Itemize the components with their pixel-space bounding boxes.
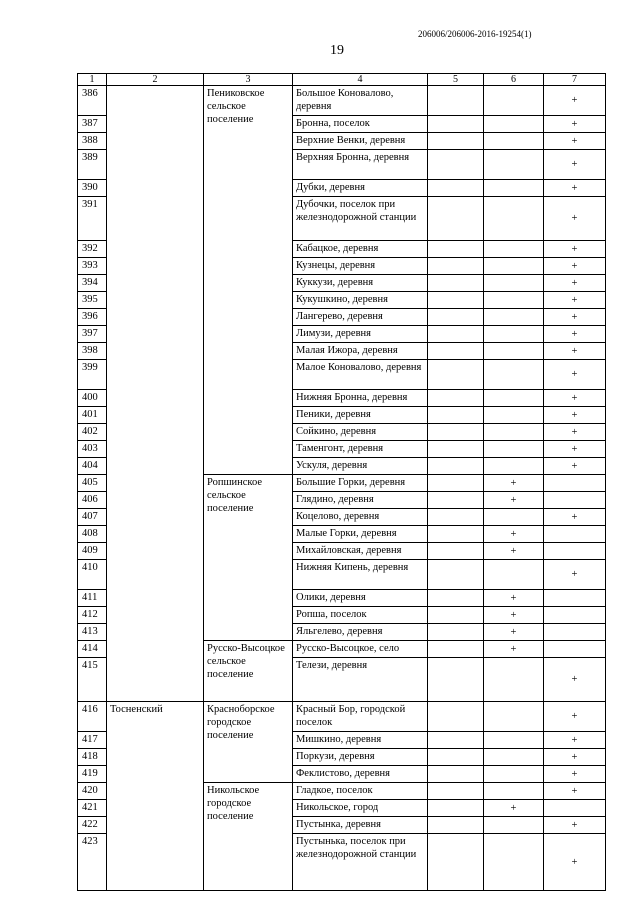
col5-cell — [428, 241, 484, 258]
row-number: 410 — [78, 560, 107, 590]
col7-mark: + — [544, 116, 606, 133]
page-number: 19 — [330, 43, 344, 58]
col6-mark: + — [484, 607, 544, 624]
row-number: 401 — [78, 407, 107, 424]
col5-cell — [428, 800, 484, 817]
col7-mark: + — [544, 458, 606, 475]
col7-mark: + — [544, 732, 606, 749]
place-name: Кабацкое, деревня — [293, 241, 428, 258]
col5-cell — [428, 424, 484, 441]
col6-mark — [484, 197, 544, 241]
col6-mark — [484, 343, 544, 360]
row-number: 399 — [78, 360, 107, 390]
col6-mark — [484, 441, 544, 458]
place-name: Никольское, город — [293, 800, 428, 817]
col5-cell — [428, 834, 484, 891]
col5-cell — [428, 526, 484, 543]
col7-mark: + — [544, 86, 606, 116]
col7-mark — [544, 624, 606, 641]
place-name: Михайловская, деревня — [293, 543, 428, 560]
col5-cell — [428, 180, 484, 197]
settlement-cell: Никольское городское поселение — [204, 783, 293, 891]
document-id: 206006/206006-2016-19254(1) — [418, 29, 532, 39]
col5-cell — [428, 150, 484, 180]
place-name: Верхняя Бронна, деревня — [293, 150, 428, 180]
place-name: Малая Ижора, деревня — [293, 343, 428, 360]
col6-mark — [484, 766, 544, 783]
col7-mark: + — [544, 133, 606, 150]
col7-mark: + — [544, 150, 606, 180]
place-name: Мишкино, деревня — [293, 732, 428, 749]
col6-mark: + — [484, 526, 544, 543]
place-name: Верхние Венки, деревня — [293, 133, 428, 150]
column-header: 4 — [293, 74, 428, 86]
col7-mark — [544, 590, 606, 607]
col7-mark: + — [544, 749, 606, 766]
col5-cell — [428, 509, 484, 526]
col6-mark — [484, 180, 544, 197]
col5-cell — [428, 560, 484, 590]
place-name: Красный Бор, городской поселок — [293, 702, 428, 732]
col6-mark — [484, 407, 544, 424]
col7-mark: + — [544, 292, 606, 309]
col5-cell — [428, 492, 484, 509]
col7-mark: + — [544, 275, 606, 292]
place-name: Ропша, поселок — [293, 607, 428, 624]
col6-mark — [484, 258, 544, 275]
column-header: 7 — [544, 74, 606, 86]
settlement-cell: Русско-Высоцкое сельское поселение — [204, 641, 293, 702]
row-number: 413 — [78, 624, 107, 641]
col5-cell — [428, 441, 484, 458]
row-number: 387 — [78, 116, 107, 133]
col7-mark — [544, 475, 606, 492]
row-number: 404 — [78, 458, 107, 475]
col6-mark: + — [484, 543, 544, 560]
col6-mark — [484, 834, 544, 891]
col6-mark — [484, 326, 544, 343]
col7-mark — [544, 543, 606, 560]
column-header: 2 — [107, 74, 204, 86]
place-name: Пустынька, поселок при железнодорожной станции — [293, 834, 428, 891]
col5-cell — [428, 292, 484, 309]
row-number: 418 — [78, 749, 107, 766]
place-name: Ускуля, деревня — [293, 458, 428, 475]
district-cell: Тосненский — [107, 702, 204, 891]
row-number: 412 — [78, 607, 107, 624]
col5-cell — [428, 197, 484, 241]
col6-mark — [484, 702, 544, 732]
table-header-row — [78, 74, 606, 86]
place-name: Яльгелево, деревня — [293, 624, 428, 641]
col7-mark: + — [544, 560, 606, 590]
place-name: Дубочки, поселок при железнодорожной станции — [293, 197, 428, 241]
col7-mark: + — [544, 834, 606, 891]
row-number: 408 — [78, 526, 107, 543]
place-name: Кузнецы, деревня — [293, 258, 428, 275]
col5-cell — [428, 116, 484, 133]
column-header: 5 — [428, 74, 484, 86]
col5-cell — [428, 343, 484, 360]
row-number: 396 — [78, 309, 107, 326]
settlement-cell: Пениковское сельское поселение — [204, 86, 293, 475]
col5-cell — [428, 390, 484, 407]
place-name: Пустынка, деревня — [293, 817, 428, 834]
col6-mark: + — [484, 800, 544, 817]
col7-mark: + — [544, 326, 606, 343]
col6-mark: + — [484, 624, 544, 641]
col6-mark — [484, 817, 544, 834]
col7-mark — [544, 800, 606, 817]
row-number: 415 — [78, 658, 107, 702]
row-number: 398 — [78, 343, 107, 360]
row-number: 423 — [78, 834, 107, 891]
col7-mark — [544, 526, 606, 543]
col5-cell — [428, 275, 484, 292]
column-header: 3 — [204, 74, 293, 86]
col6-mark — [484, 560, 544, 590]
place-name: Олики, деревня — [293, 590, 428, 607]
col5-cell — [428, 543, 484, 560]
col6-mark — [484, 292, 544, 309]
place-name: Глядино, деревня — [293, 492, 428, 509]
row-number: 407 — [78, 509, 107, 526]
col7-mark: + — [544, 766, 606, 783]
place-name: Куккузи, деревня — [293, 275, 428, 292]
col5-cell — [428, 641, 484, 658]
district-cell — [107, 86, 204, 702]
place-name: Большое Коновалово, деревня — [293, 86, 428, 116]
place-name: Большие Горки, деревня — [293, 475, 428, 492]
col5-cell — [428, 407, 484, 424]
table-row — [78, 86, 606, 116]
row-number: 397 — [78, 326, 107, 343]
row-number: 403 — [78, 441, 107, 458]
col6-mark: + — [484, 590, 544, 607]
place-name: Кукушкино, деревня — [293, 292, 428, 309]
place-name: Лимузи, деревня — [293, 326, 428, 343]
col5-cell — [428, 360, 484, 390]
col6-mark — [484, 309, 544, 326]
place-name: Коцелово, деревня — [293, 509, 428, 526]
row-number: 405 — [78, 475, 107, 492]
place-name: Телези, деревня — [293, 658, 428, 702]
col5-cell — [428, 732, 484, 749]
col6-mark — [484, 732, 544, 749]
place-name: Нижняя Кипень, деревня — [293, 560, 428, 590]
col5-cell — [428, 607, 484, 624]
row-number: 417 — [78, 732, 107, 749]
row-number: 420 — [78, 783, 107, 800]
col6-mark — [484, 390, 544, 407]
col5-cell — [428, 590, 484, 607]
col6-mark — [484, 86, 544, 116]
col6-mark — [484, 509, 544, 526]
col7-mark: + — [544, 817, 606, 834]
col6-mark — [484, 360, 544, 390]
place-name: Сойкино, деревня — [293, 424, 428, 441]
row-number: 402 — [78, 424, 107, 441]
col5-cell — [428, 702, 484, 732]
row-number: 411 — [78, 590, 107, 607]
row-number: 406 — [78, 492, 107, 509]
col5-cell — [428, 658, 484, 702]
place-name: Лангерево, деревня — [293, 309, 428, 326]
col6-mark — [484, 458, 544, 475]
col7-mark: + — [544, 360, 606, 390]
col7-mark: + — [544, 702, 606, 732]
col7-mark: + — [544, 180, 606, 197]
place-name: Гладкое, поселок — [293, 783, 428, 800]
row-number: 419 — [78, 766, 107, 783]
col5-cell — [428, 458, 484, 475]
col5-cell — [428, 258, 484, 275]
col6-mark — [484, 424, 544, 441]
row-number: 416 — [78, 702, 107, 732]
place-name: Русско-Высоцкое, село — [293, 641, 428, 658]
col5-cell — [428, 749, 484, 766]
col7-mark: + — [544, 197, 606, 241]
col6-mark — [484, 275, 544, 292]
col7-mark — [544, 607, 606, 624]
settlement-cell: Красноборское городское поселение — [204, 702, 293, 783]
col6-mark — [484, 133, 544, 150]
col7-mark — [544, 492, 606, 509]
col5-cell — [428, 817, 484, 834]
col5-cell — [428, 86, 484, 116]
row-number: 394 — [78, 275, 107, 292]
col6-mark — [484, 150, 544, 180]
col7-mark: + — [544, 390, 606, 407]
col5-cell — [428, 133, 484, 150]
col7-mark: + — [544, 343, 606, 360]
col6-mark — [484, 783, 544, 800]
place-name: Малое Коновалово, деревня — [293, 360, 428, 390]
row-number: 391 — [78, 197, 107, 241]
row-number: 400 — [78, 390, 107, 407]
col6-mark — [484, 241, 544, 258]
col6-mark: + — [484, 641, 544, 658]
col6-mark: + — [484, 475, 544, 492]
col6-mark — [484, 749, 544, 766]
col7-mark — [544, 641, 606, 658]
col7-mark: + — [544, 258, 606, 275]
column-header: 1 — [78, 74, 107, 86]
row-number: 390 — [78, 180, 107, 197]
col5-cell — [428, 309, 484, 326]
col6-mark — [484, 658, 544, 702]
col5-cell — [428, 766, 484, 783]
place-name: Бронна, поселок — [293, 116, 428, 133]
place-name: Поркузи, деревня — [293, 749, 428, 766]
col5-cell — [428, 624, 484, 641]
col7-mark: + — [544, 241, 606, 258]
row-number: 414 — [78, 641, 107, 658]
settlements-table — [77, 73, 606, 891]
column-header: 6 — [484, 74, 544, 86]
col7-mark: + — [544, 658, 606, 702]
place-name: Дубки, деревня — [293, 180, 428, 197]
row-number: 392 — [78, 241, 107, 258]
col7-mark: + — [544, 783, 606, 800]
col6-mark: + — [484, 492, 544, 509]
settlement-cell: Ропшинское сельское поселение — [204, 475, 293, 641]
row-number: 422 — [78, 817, 107, 834]
col7-mark: + — [544, 424, 606, 441]
col5-cell — [428, 783, 484, 800]
place-name: Таменгонт, деревня — [293, 441, 428, 458]
table-row — [78, 702, 606, 732]
place-name: Феклистово, деревня — [293, 766, 428, 783]
row-number: 393 — [78, 258, 107, 275]
col7-mark: + — [544, 407, 606, 424]
place-name: Пеники, деревня — [293, 407, 428, 424]
col6-mark — [484, 116, 544, 133]
place-name: Нижняя Бронна, деревня — [293, 390, 428, 407]
row-number: 388 — [78, 133, 107, 150]
place-name: Малые Горки, деревня — [293, 526, 428, 543]
row-number: 386 — [78, 86, 107, 116]
row-number: 395 — [78, 292, 107, 309]
row-number: 389 — [78, 150, 107, 180]
col5-cell — [428, 475, 484, 492]
col7-mark: + — [544, 309, 606, 326]
col5-cell — [428, 326, 484, 343]
col7-mark: + — [544, 509, 606, 526]
row-number: 421 — [78, 800, 107, 817]
table-body — [78, 86, 606, 891]
col7-mark: + — [544, 441, 606, 458]
row-number: 409 — [78, 543, 107, 560]
